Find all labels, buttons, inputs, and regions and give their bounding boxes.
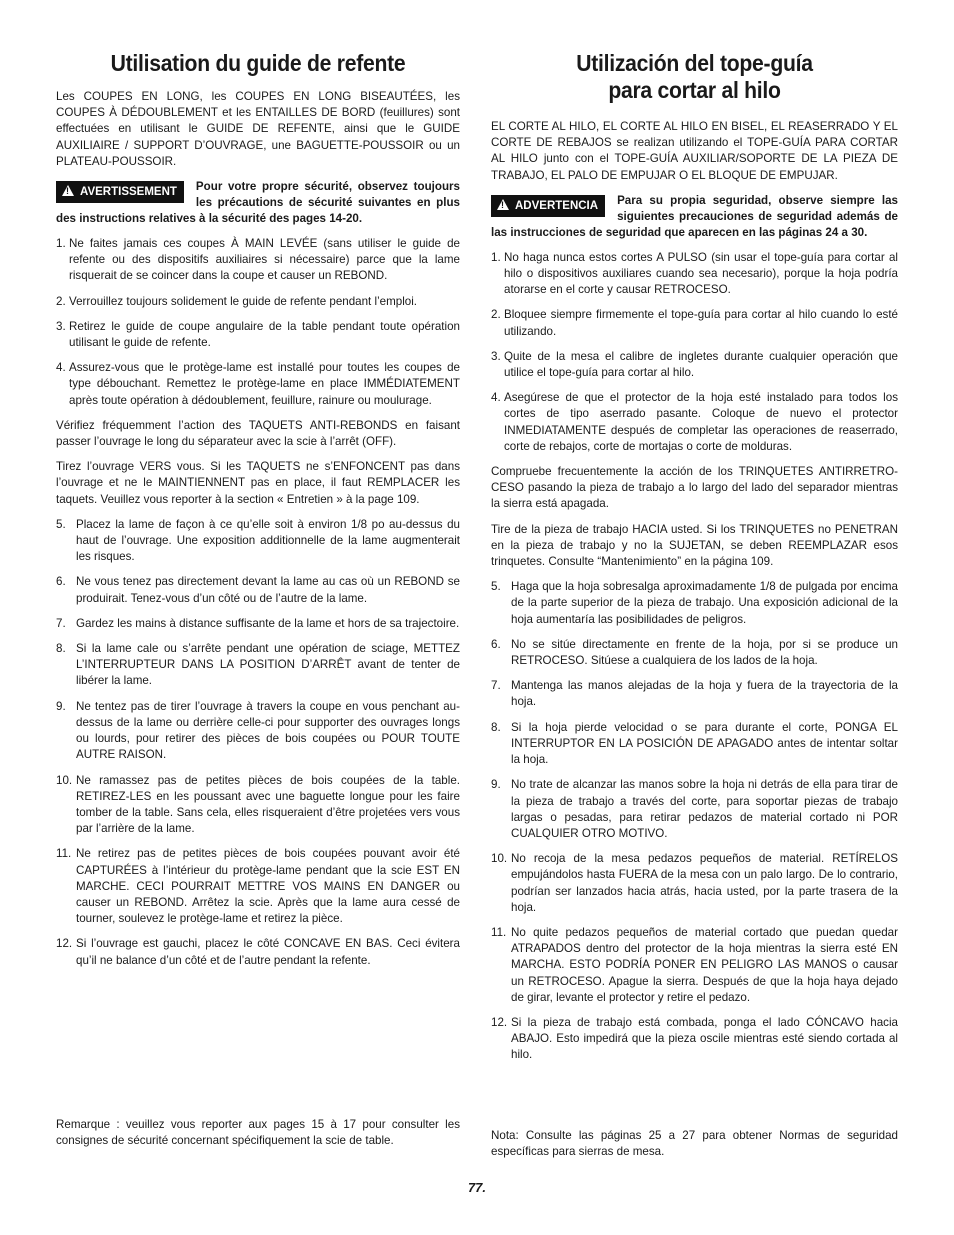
list-item-number: 5. — [56, 517, 66, 531]
list-item-number: 7. — [56, 616, 66, 630]
list-item — [56, 360, 460, 409]
list-item-text: Si la pieza de trabajo está combada, ponga el lado CÓNCAVO hacia ABAJO. Esto impedirá que la pieza oscile mientras esté siendo cortada al hilo. — [511, 1015, 898, 1062]
list-item-number: 12. — [56, 937, 73, 951]
list-item-number: 12. — [491, 1015, 508, 1029]
list-item — [491, 1015, 898, 1064]
list-item-text: Si l’ouvrage est gauchi, placez le côté CONCAVE EN BAS. Ceci évitera qu’il ne balance d’un côté et de l’autre pendant la refente. — [76, 937, 460, 967]
list-item-number: 3. — [491, 349, 501, 363]
list-item — [491, 637, 898, 669]
list-item — [491, 579, 898, 628]
list-item-number: 2. — [491, 308, 501, 322]
list-item-number: 8. — [56, 642, 66, 656]
list-item — [56, 616, 460, 632]
spanish-list-b — [491, 579, 898, 1063]
list-item — [491, 390, 898, 455]
list-item-text: Ne faites jamais ces coupes À MAIN LEVÉE (sans utiliser le guide de refente ou des dispositifs auxiliaires si nécessaire) parce que la lame risquerait de se coincer dans la coupe et causer un REBOND. — [69, 237, 460, 283]
french-title: Utilisation du guide de refente — [110, 50, 406, 76]
list-item-number: 4. — [56, 361, 66, 375]
french-para-2: Tirez l’ouvrage VERS vous. Si les TAQUETS ne s’ENFONCENT pas dans l’ouvrage et ne le MAINTIENNENT pas en place, il faut REMPLACER les taquets. Veuillez vous reporter à la section « Entretien » à la page 109. — [56, 460, 460, 506]
list-item-number: 3. — [56, 319, 66, 333]
list-item-number: 7. — [491, 679, 501, 693]
list-item — [56, 294, 460, 310]
list-item — [491, 777, 898, 842]
list-item — [56, 574, 460, 606]
list-item — [491, 720, 898, 769]
french-column — [56, 50, 460, 978]
page-number: 77. — [467, 1180, 487, 1195]
list-item-text: Asegúrese de que el protector de la hoja esté instalado para todos los cortes de tipo aserrado pasante. Coloque de nuevo el protector INMEDIATAMENTE después de completar las operaciones de reaserrado, corte de rebajos, corte de mortajas o corte de molduras. — [504, 391, 898, 453]
list-item-text: Verrouillez toujours solidement le guide de refente pendant l’emploi. — [69, 294, 418, 308]
list-item-number: 9. — [56, 699, 66, 713]
list-item — [56, 319, 460, 351]
list-item-text: No se sitúe directamente en frente de la hoja, por si se produce un RETROCESO. Sitúese a cualquiera de los lados de la hoja. — [511, 637, 898, 668]
list-item-text: Gardez les mains à distance suffisante de la lame et hors de sa trajectoire. — [76, 616, 460, 630]
list-item — [491, 250, 898, 299]
spanish-list-a — [491, 250, 898, 455]
spanish-para-2: Tire de la pieza de trabajo HACIA usted. Si los TRINQUETES no PENETRAN en la pieza de trabajo y no la SUJETAN, se deben REEMPLAZAR esos trinquetes. Consulte “Mantenimiento” en la página 109. — [491, 522, 898, 569]
french-warning — [56, 179, 460, 227]
list-item-text: Haga que la hoja sobresalga aproximadamente 1/8 de pulgada por encima de la parte superior de la pieza de trabajo. Una exposición adicional de la hoja aumentaría las posibilidades de peligros. — [511, 580, 898, 626]
spanish-warning-badge: ! ADVERTENCIA — [491, 195, 605, 217]
list-item — [56, 236, 460, 285]
list-item-number: 10. — [491, 852, 508, 866]
list-item-text: Retirez le guide de coupe angulaire de la table pendant toute opération utilisant le guide de refente. — [69, 319, 460, 350]
list-item-text: Ne ramassez pas de petites pièces de bois coupées de la table. RETIREZ-LES en les poussant avec une baguette longue pour les faire tomber de la table. Sans cela, elles risqueraient d’être projetées vers vous par l’arrière de la lame. — [76, 773, 460, 836]
spanish-title: Utilización del tope-guía para cortar al hilo — [576, 50, 813, 103]
spanish-intro: EL CORTE AL HILO, EL CORTE AL HILO EN BISEL, EL REASERRADO Y EL CORTE DE REBAJOS se realizan utilizando el TOPE-GUÍA PARA CORTAR AL HILO junto con el TOPE-GUÍA AUXILIAR/SOPORTE DE LA PIEZA DE TRABAJO, EL PALO DE EMPUJAR O EL BLOQUE DE EMPUJAR. — [491, 120, 898, 182]
spanish-warning-text: Para su propia seguridad, observe siempre las siguientes precauciones de seguridad además de las instrucciones de seguridad que aparecen en las páginas 24 a 30. — [491, 193, 898, 239]
spanish-note: Nota: Consulte las páginas 25 a 27 para obtener Normas de seguridad específicas para sierras de mesa. — [491, 1129, 898, 1159]
list-item-text: No trate de alcanzar las manos sobre la hoja ni detrás de ella para tirar de la pieza de trabajo a través del corte, para soportar piezas de trabajo largas o pesadas, para retirar pedazos de material cortado ni POR CUALQUIER OTRO MOTIVO. — [511, 778, 898, 840]
french-warning-badge: ! AVERTISSEMENT — [56, 181, 184, 203]
list-item-text: No haga nunca estos cortes A PULSO (sin usar el tope-guía para cortar al hilo o dispositivos auxiliares cuando sea necesario), porque la hoja podría atorarse en el corte y causar RETROCESO. — [504, 250, 898, 297]
list-item-text: Assurez-vous que le protège-lame est installé pour toutes les coupes de type débouchant. Remettez le protège-lame en place IMMÉDIATEMENT après toute opération à dédoublement, feuillure, rainure ou moulurage. — [69, 361, 460, 407]
spanish-para-1: Compruebe frecuentemente la acción de los TRINQUETES ANTIRRETRO-CESO pasando la pieza de trabajo a lo largo del lado del separador mientras la sierra está apagada. — [491, 465, 898, 511]
spanish-warning — [491, 193, 898, 241]
list-item-text: Placez la lame de façon à ce qu’elle soit à environ 1/8 po au-dessus du haut de l’ouvrage. Une exposition additionnelle de la lame augmenterait les risques. — [76, 517, 460, 564]
french-list-a — [56, 236, 460, 409]
list-item — [491, 349, 898, 381]
list-item — [491, 678, 898, 710]
spanish-column — [491, 50, 898, 1073]
list-item-number: 2. — [56, 294, 66, 308]
list-item-text: Bloquee siempre firmemente el tope-guía para cortar al hilo cuando lo esté utilizando. — [504, 308, 898, 338]
french-intro: Les COUPES EN LONG, les COUPES EN LONG BISEAUTÉES, les COUPES À DÉDOUBLEMENT et les ENTAILLES DE BORD (feuillures) sont effectuées en utilisant le GUIDE DE REFENTE, ainsi que le GUIDE AUXILIAIRE / SUPPORT D’OUVRAGE, une BAGUETTE-POUSSOIR ou un PLATEAU-POUSSOIR. — [56, 90, 460, 168]
list-item-number: 8. — [491, 720, 501, 734]
list-item — [56, 936, 460, 968]
list-item-number: 11. — [56, 847, 72, 861]
list-item-text: Ne vous tenez pas directement devant la lame au cas où un REBOND se produirait. Tenez-vous d’un côté ou de l’autre de la lame. — [76, 575, 460, 605]
french-warning-text: Pour votre propre sécurité, observez toujours les précautions de sécurité suivantes en plus des instructions relatives à la sécurité des pages 14-20. — [56, 180, 460, 226]
list-item — [56, 846, 460, 927]
list-item-number: 11. — [491, 925, 507, 939]
list-item — [56, 773, 460, 838]
french-note: Remarque : veuillez vous reporter aux pages 15 à 17 pour consulter les consignes de sécurité concernant spécifiquement la scie de table. — [56, 1118, 460, 1148]
list-item — [56, 699, 460, 764]
list-item-number: 1. — [56, 237, 66, 251]
list-item-number: 10. — [56, 773, 73, 787]
list-item-text: Mantenga las manos alejadas de la hoja y fuera de la trayectoria de la hoja. — [511, 679, 898, 709]
list-item-number: 5. — [491, 580, 501, 594]
warning-triangle-icon: ! — [497, 199, 509, 210]
list-item-text: Si la lame cale ou s’arrête pendant une opération de sciage, METTEZ L’INTERRUPTEUR DANS LA POSITION D’ARRÊT avant de tenter de libérer la lame. — [76, 642, 460, 688]
list-item — [491, 851, 898, 916]
list-item-number: 6. — [491, 637, 501, 651]
list-item-text: Si la hoja pierde velocidad o se para durante el corte, PONGA EL INTERRUPTOR EN LA POSICIÓN DE APAGADO antes de intentar soltar la hoja. — [511, 720, 898, 767]
list-item — [491, 925, 898, 1006]
list-item-text: Ne tentez pas de tirer l’ouvrage à travers la coupe en vous penchant au-dessus de la lame ou derrière celle-ci pour supporter des ouvrages longs ou lourds, pour retirer des pièces de bois coupées ou POUR TOUTE AUTRE RAISON. — [76, 699, 460, 762]
list-item-number: 6. — [56, 575, 66, 589]
list-item — [491, 307, 898, 339]
list-item-number: 9. — [491, 778, 501, 792]
warning-triangle-icon: ! — [62, 185, 74, 196]
list-item-number: 1. — [491, 250, 501, 264]
list-item-text: Ne retirez pas de petites pièces de bois coupées pouvant avoir été CAPTURÉES à l’intérieur du protège-lame pendant que la scie EST EN MARCHE. CECI POURRAIT METTRE VOS MAINS EN DANGER ou causer un REBOND. Arrêtez la scie. Après que la lame aura cessé de tourner, soulevez le protège-lame et retirez la pièce. — [76, 847, 460, 926]
list-item-text: No recoja de la mesa pedazos pequeños de material. RETÍRELOS empujándolos hasta FUERA de la mesa con un palo largo. De lo contrario, podrían ser lanzados hacia atrás, hacia usted, por la parte trasera de la hoja. — [511, 852, 898, 914]
french-list-b — [56, 517, 460, 969]
list-item — [56, 641, 460, 690]
list-item-number: 4. — [491, 391, 501, 405]
list-item-text: No quite pedazos pequeños de material cortado que puedan quedar ATRAPADOS dentro del protector de la hoja mientras la sierra esté EN MARCHA. ESTO PODRÍA PONER EN PELIGRO LAS MANOS o causar un RETROCESO. Apague la sierra. Después de que la hoja haya dejado de girar, levante el protector y retire el pedazo. — [511, 925, 898, 1004]
list-item-text: Quite de la mesa el calibre de ingletes durante cualquier operación que utilice el tope-guía para cortar al hilo. — [504, 349, 898, 380]
french-para-1: Vérifiez fréquemment l’action des TAQUETS ANTI-REBONDS en faisant passer l’ouvrage le long du séparateur avec la scie à l’arrêt (OFF). — [56, 418, 460, 449]
list-item — [56, 517, 460, 566]
